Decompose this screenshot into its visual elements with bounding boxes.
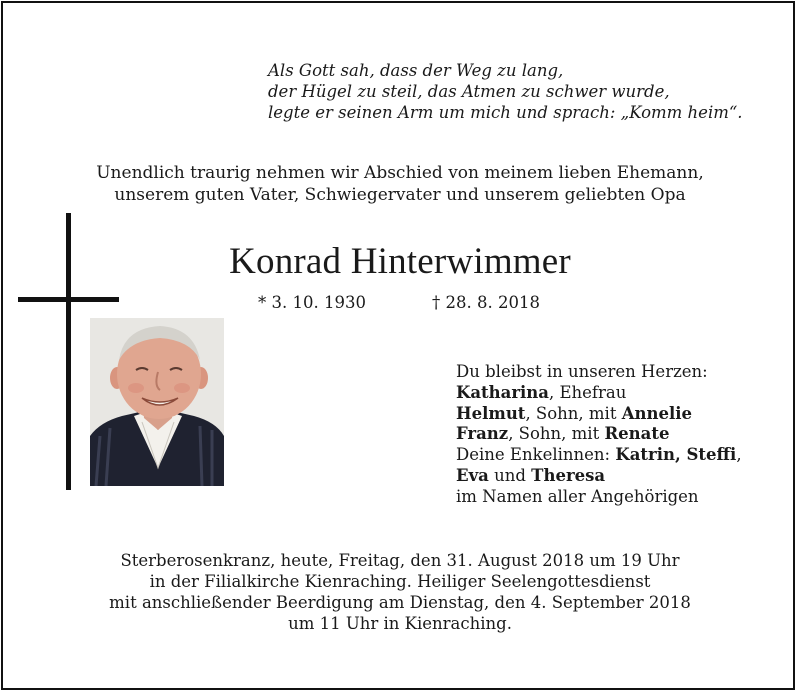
service-line: mit anschließender Beerdigung am Dienstag, den 4. September 2018 (109, 593, 691, 612)
family-heading: Du bleibst in unseren Herzen: (456, 362, 708, 381)
poem-verse (268, 60, 743, 123)
intro-line: Unendlich traurig nehmen wir Abschied von meinem lieben Ehemann, (96, 163, 704, 183)
intro-text (0, 162, 800, 206)
deceased-name: Konrad Hinterwimmer (229, 241, 571, 282)
family-line-grandchildren-2: Eva und Theresa (456, 465, 606, 485)
family-line-son2: Franz, Sohn, mit Renate (456, 424, 670, 444)
poem-line: Als Gott sah, dass der Weg zu lang, (268, 61, 564, 80)
poem-line: legte er seinen Arm um mich und sprach: „Komm heim“. (268, 103, 743, 122)
family-line-grandchildren: Deine Enkelinnen: Katrin, Steffi, (456, 445, 742, 465)
family-closing: im Namen aller Angehörigen (456, 486, 699, 506)
service-line: in der Filialkirche Kienraching. Heiliger Seelengottesdienst (149, 572, 651, 591)
service-line: Sterberosenkranz, heute, Freitag, den 31. August 2018 um 19 Uhr (120, 551, 680, 570)
birth-date: * 3. 10. 1930 (258, 293, 366, 312)
family-list (456, 362, 742, 508)
poem-line: der Hügel zu steil, das Atmen zu schwer wurde, (268, 82, 670, 101)
service-info (0, 550, 800, 634)
intro-line: unserem guten Vater, Schwiegervater und unserem geliebten Opa (114, 185, 686, 205)
service-line: um 11 Uhr in Kienraching. (288, 614, 512, 633)
family-line-son1: Helmut, Sohn, mit Annelie (456, 403, 693, 423)
family-line-wife: Katharina, Ehefrau (456, 382, 627, 402)
death-date: † 28. 8. 2018 (432, 293, 540, 312)
portrait-photo (90, 318, 224, 486)
cross-icon-bar (18, 297, 119, 302)
